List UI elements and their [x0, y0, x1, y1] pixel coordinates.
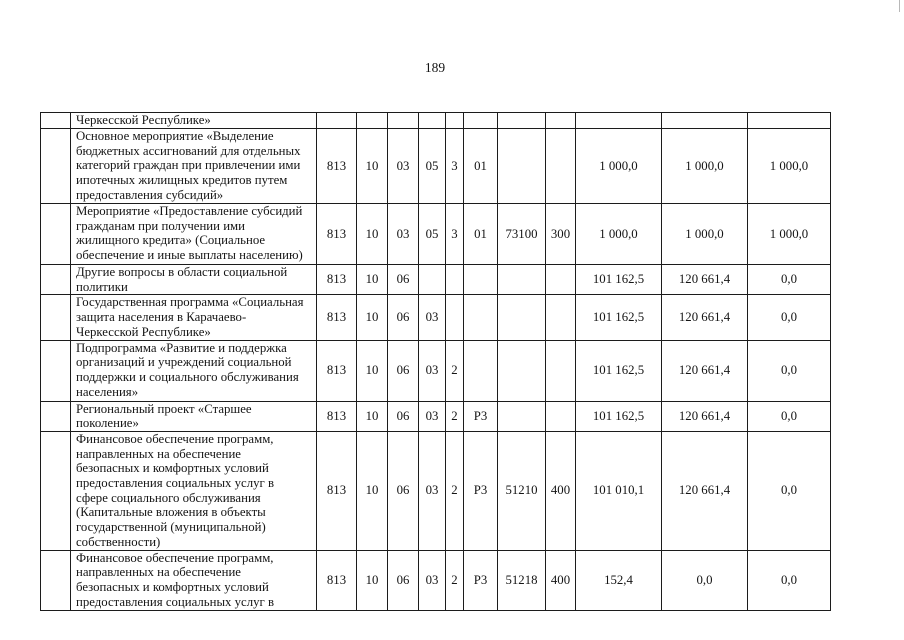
program-code-cell: 03	[419, 431, 446, 550]
expense-direction-code-cell: 73100	[498, 204, 546, 265]
amount-year-1-cell: 1 000,0	[576, 204, 662, 265]
activity-code-cell: Р3	[464, 550, 498, 610]
amount-year-3-cell: 0,0	[748, 265, 831, 295]
table-row	[41, 265, 831, 295]
ministry-code-cell: 813	[317, 401, 357, 431]
amount-year-2-cell: 0,0	[662, 550, 748, 610]
subsection-code-cell: 06	[388, 431, 419, 550]
expense-type-code-cell	[546, 295, 576, 340]
amount-year-1-cell	[576, 113, 662, 129]
scan-edge-mark	[899, 0, 900, 12]
section-code-cell	[357, 113, 388, 129]
table-row	[41, 401, 831, 431]
program-code-cell	[419, 265, 446, 295]
ministry-code-cell: 813	[317, 295, 357, 340]
expense-type-code-cell	[546, 265, 576, 295]
expense-type-code-cell	[546, 340, 576, 401]
subprogram-code-cell: 2	[446, 401, 464, 431]
row-index-cell	[41, 295, 71, 340]
subsection-code-cell: 06	[388, 265, 419, 295]
row-index-cell	[41, 401, 71, 431]
section-code-cell: 10	[357, 431, 388, 550]
subprogram-code-cell: 3	[446, 129, 464, 204]
ministry-code-cell: 813	[317, 129, 357, 204]
program-code-cell: 05	[419, 129, 446, 204]
table-row	[41, 431, 831, 550]
subsection-code-cell: 06	[388, 340, 419, 401]
subsection-code-cell: 03	[388, 204, 419, 265]
amount-year-1-cell: 152,4	[576, 550, 662, 610]
amount-year-3-cell: 0,0	[748, 295, 831, 340]
table-row	[41, 113, 831, 129]
amount-year-3-cell: 0,0	[748, 550, 831, 610]
amount-year-2-cell: 120 661,4	[662, 295, 748, 340]
table-row	[41, 550, 831, 610]
amount-year-1-cell: 101 162,5	[576, 295, 662, 340]
section-code-cell: 10	[357, 295, 388, 340]
program-code-cell: 03	[419, 295, 446, 340]
expense-type-code-cell	[546, 129, 576, 204]
amount-year-1-cell: 101 010,1	[576, 431, 662, 550]
expense-direction-code-cell: 51218	[498, 550, 546, 610]
amount-year-3-cell: 1 000,0	[748, 129, 831, 204]
subprogram-code-cell	[446, 113, 464, 129]
row-index-cell	[41, 550, 71, 610]
expense-direction-code-cell	[498, 265, 546, 295]
expense-type-code-cell: 400	[546, 550, 576, 610]
amount-year-2-cell: 120 661,4	[662, 265, 748, 295]
amount-year-2-cell: 1 000,0	[662, 204, 748, 265]
expense-type-code-cell: 400	[546, 431, 576, 550]
program-code-cell: 03	[419, 340, 446, 401]
table-row	[41, 129, 831, 204]
row-index-cell	[41, 204, 71, 265]
item-name-cell: Государственная программа «Социальная защита населения в Карачаево- Черкесской Республике»	[71, 295, 317, 340]
amount-year-2-cell: 120 661,4	[662, 401, 748, 431]
activity-code-cell	[464, 340, 498, 401]
amount-year-1-cell: 101 162,5	[576, 265, 662, 295]
subsection-code-cell: 06	[388, 295, 419, 340]
subprogram-code-cell: 3	[446, 204, 464, 265]
subsection-code-cell	[388, 113, 419, 129]
ministry-code-cell: 813	[317, 550, 357, 610]
subprogram-code-cell: 2	[446, 340, 464, 401]
expense-type-code-cell	[546, 113, 576, 129]
subprogram-code-cell	[446, 265, 464, 295]
section-code-cell: 10	[357, 129, 388, 204]
activity-code-cell: 01	[464, 204, 498, 265]
page-number: 189	[424, 60, 446, 75]
subprogram-code-cell: 2	[446, 431, 464, 550]
row-index-cell	[41, 113, 71, 129]
expense-direction-code-cell	[498, 295, 546, 340]
row-index-cell	[41, 129, 71, 204]
program-code-cell: 03	[419, 550, 446, 610]
amount-year-3-cell	[748, 113, 831, 129]
subprogram-code-cell	[446, 295, 464, 340]
activity-code-cell	[464, 265, 498, 295]
item-name-cell: Другие вопросы в области социальной политики	[71, 265, 317, 295]
subsection-code-cell: 06	[388, 550, 419, 610]
row-index-cell	[41, 431, 71, 550]
amount-year-1-cell: 101 162,5	[576, 401, 662, 431]
activity-code-cell: Р3	[464, 401, 498, 431]
item-name-cell: Основное мероприятие «Выделение бюджетных ассигнований для отдельных категорий граждан при привлечении ими ипотечных жилищных кредитов путем предоставления субсидий»	[71, 129, 317, 204]
row-index-cell	[41, 340, 71, 401]
ministry-code-cell	[317, 113, 357, 129]
activity-code-cell	[464, 113, 498, 129]
amount-year-2-cell: 120 661,4	[662, 431, 748, 550]
subsection-code-cell: 03	[388, 129, 419, 204]
expense-direction-code-cell	[498, 113, 546, 129]
program-code-cell: 05	[419, 204, 446, 265]
amount-year-3-cell: 0,0	[748, 340, 831, 401]
expense-direction-code-cell	[498, 129, 546, 204]
expense-type-code-cell: 300	[546, 204, 576, 265]
expense-direction-code-cell	[498, 401, 546, 431]
item-name-cell: Финансовое обеспечение программ, направленных на обеспечение безопасных и комфортных условий предоставления социальных услуг в	[71, 550, 317, 610]
expense-type-code-cell	[546, 401, 576, 431]
amount-year-3-cell: 1 000,0	[748, 204, 831, 265]
subprogram-code-cell: 2	[446, 550, 464, 610]
program-code-cell: 03	[419, 401, 446, 431]
section-code-cell: 10	[357, 340, 388, 401]
row-index-cell	[41, 265, 71, 295]
amount-year-2-cell	[662, 113, 748, 129]
item-name-cell: Подпрограмма «Развитие и поддержка организаций и учреждений социальной поддержки и социального обслуживания населения»	[71, 340, 317, 401]
amount-year-3-cell: 0,0	[748, 401, 831, 431]
table-row	[41, 295, 831, 340]
ministry-code-cell: 813	[317, 431, 357, 550]
section-code-cell: 10	[357, 550, 388, 610]
expense-direction-code-cell: 51210	[498, 431, 546, 550]
amount-year-3-cell: 0,0	[748, 431, 831, 550]
section-code-cell: 10	[357, 401, 388, 431]
item-name-cell: Мероприятие «Предоставление субсидий гражданам при получении ими жилищного кредита» (Социальное обеспечение и иные выплаты населению)	[71, 204, 317, 265]
activity-code-cell: Р3	[464, 431, 498, 550]
section-code-cell: 10	[357, 204, 388, 265]
table-row	[41, 340, 831, 401]
budget-table-body	[41, 113, 831, 611]
item-name-cell: Финансовое обеспечение программ, направленных на обеспечение безопасных и комфортных условий предоставления социальных услуг в сфере социального обслуживания (Капитальные вложения в объекты государственной (муниципальной) собственности)	[71, 431, 317, 550]
amount-year-1-cell: 1 000,0	[576, 129, 662, 204]
item-name-cell: Черкесской Республике»	[71, 113, 317, 129]
amount-year-2-cell: 120 661,4	[662, 340, 748, 401]
ministry-code-cell: 813	[317, 265, 357, 295]
amount-year-2-cell: 1 000,0	[662, 129, 748, 204]
ministry-code-cell: 813	[317, 340, 357, 401]
ministry-code-cell: 813	[317, 204, 357, 265]
expense-direction-code-cell	[498, 340, 546, 401]
item-name-cell: Региональный проект «Старшее поколение»	[71, 401, 317, 431]
activity-code-cell	[464, 295, 498, 340]
activity-code-cell: 01	[464, 129, 498, 204]
program-code-cell	[419, 113, 446, 129]
section-code-cell: 10	[357, 265, 388, 295]
amount-year-1-cell: 101 162,5	[576, 340, 662, 401]
subsection-code-cell: 06	[388, 401, 419, 431]
table-row	[41, 204, 831, 265]
budget-table	[40, 112, 831, 611]
